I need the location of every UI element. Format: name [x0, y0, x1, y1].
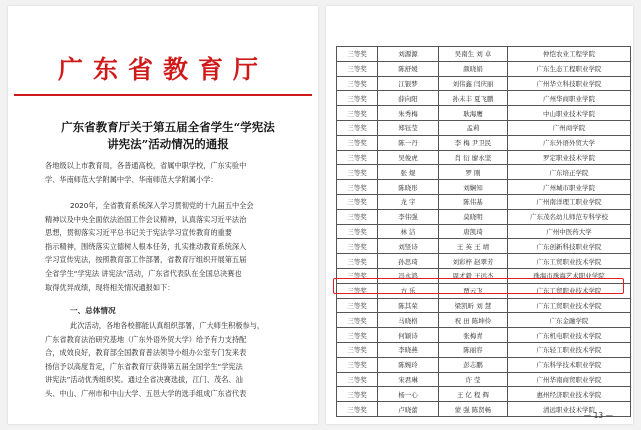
name-cell: 冯永鸿 — [378, 268, 439, 283]
name-cell: 林 洁 — [378, 224, 439, 239]
name-cell: 龙 宇 — [378, 194, 439, 209]
table-row — [337, 313, 631, 328]
table-row — [337, 150, 631, 165]
mentor-cell: 刘彩梓 赵翠芳 — [439, 254, 508, 269]
name-cell: 江银梦 — [378, 76, 439, 91]
left-document-page — [8, 6, 318, 424]
mentor-cell: 梁凯昕 刘 慧 — [439, 298, 508, 313]
paragraph-line: 学习宣传宪法，按照教育部工作部署，省教育厅组织开展第五届 — [45, 255, 247, 265]
mentor-cell: 颜晓娟 — [439, 61, 508, 76]
award-cell: 三等奖 — [337, 328, 378, 343]
name-cell: 陈晓彤 — [378, 180, 439, 195]
mentor-cell: 王 亿 程 辉 — [439, 387, 508, 402]
right-document-page — [326, 6, 633, 424]
award-cell: 三等奖 — [337, 239, 378, 254]
section-heading: 一、总体情况 — [70, 306, 116, 315]
table-row — [337, 357, 631, 372]
document-title — [32, 119, 304, 153]
mentor-cell: 陈丽容 — [439, 342, 508, 357]
school-cell: 广州南洋理工职业学院 — [508, 194, 631, 209]
award-cell: 三等奖 — [337, 61, 378, 76]
award-cell: 三等奖 — [337, 150, 378, 165]
award-cell: 三等奖 — [337, 372, 378, 387]
table-row — [337, 61, 631, 76]
award-cell: 三等奖 — [337, 120, 378, 135]
mentor-cell: 许 莹 — [439, 372, 508, 387]
table-row — [337, 254, 631, 269]
mentor-cell: 耿海鹰 — [439, 106, 508, 121]
school-cell: 广东金融学院 — [508, 313, 631, 328]
award-cell: 三等奖 — [337, 254, 378, 269]
highlighted-row-marker — [333, 278, 624, 294]
name-cell: 李晓燕 — [378, 342, 439, 357]
paragraph-line: 精神以及中央全面依法治国工作会议精神，认真落实习近平法治 — [45, 214, 247, 224]
school-cell: 罗定职业技术学院 — [508, 150, 631, 165]
mentor-cell: 吴南生 刘 卓 — [439, 47, 508, 62]
table-row — [337, 224, 631, 239]
name-cell: 刘竖诗 — [378, 239, 439, 254]
award-cell: 三等奖 — [337, 180, 378, 195]
mentor-cell: 刘娴知 — [439, 180, 508, 195]
school-cell: 广东培正学院 — [508, 165, 631, 180]
school-cell: 广州商学院 — [508, 120, 631, 135]
mentor-cell: 张梅青 — [439, 328, 508, 343]
paragraph-line: 此次活动，各地各校都能认真组织部署，广大师生积极参与， — [70, 321, 265, 330]
award-cell: 三等奖 — [337, 209, 378, 224]
award-cell: 三等奖 — [337, 135, 378, 150]
mentor-cell: 彭志鹏 — [439, 357, 508, 372]
masthead-red-rule — [14, 94, 312, 96]
table-row — [337, 180, 631, 195]
name-cell: 马晓格 — [378, 313, 439, 328]
mentor-cell: 唐凯琦 — [439, 224, 508, 239]
school-cell: 广州华商职业学院 — [508, 91, 631, 106]
award-cell: 三等奖 — [337, 47, 378, 62]
table-row — [337, 91, 631, 106]
name-cell: 陈舒媛 — [378, 61, 439, 76]
school-cell: 广东工贸职业技术学院 — [508, 283, 631, 298]
school-cell: 广东工贸职业技术学院 — [508, 298, 631, 313]
document-title-line: 讲宪法”活动情况的通报 — [107, 137, 229, 151]
school-cell: 广州华立科技职业学院 — [508, 76, 631, 91]
table-row — [337, 342, 631, 357]
school-cell: 清远职业技术学院 — [508, 402, 631, 417]
award-cell: 三等奖 — [337, 313, 378, 328]
table-row — [337, 47, 631, 62]
name-cell: 朱秀梅 — [378, 106, 439, 121]
award-cell: 三等奖 — [337, 298, 378, 313]
mentor-cell: 李 梅 尹卫民 — [439, 135, 508, 150]
award-cell: 三等奖 — [337, 91, 378, 106]
mentor-cell: 孙未丰 夏飞鹏 — [439, 91, 508, 106]
table-row — [337, 106, 631, 121]
school-cell: 中山职业技术学院 — [508, 106, 631, 121]
paragraph-line: 头、中山、广州市和中山大学、五邑大学的选手组成广东省代表 — [45, 388, 247, 398]
award-cell: 三等奖 — [337, 283, 378, 298]
paragraph-line: 讲宪法”活动优秀组织奖。通过全省决赛选拔，江门、茂名、汕 — [45, 375, 243, 385]
paragraph-line: 合，成效良好，教育部全国教育普法领导小组办公室专门发来表 — [45, 348, 247, 358]
table-row — [337, 165, 631, 180]
school-cell: 广东轻工职业技术学院 — [508, 342, 631, 357]
table-row — [337, 194, 631, 209]
name-cell: 张 煜 — [378, 165, 439, 180]
table-row — [337, 209, 631, 224]
name-cell: 陈婉玲 — [378, 357, 439, 372]
school-cell: 广东外语外贸大学 — [508, 135, 631, 150]
name-cell: 宋君琳 — [378, 372, 439, 387]
award-cell: 三等奖 — [337, 387, 378, 402]
paragraph-line: 扬信予以高度肯定，广东省教育厅获得第五届全国学生“学宪法 — [45, 361, 243, 371]
paragraph-line: 广东省教育法治研究基地（广东外语外贸大学）给予有力支持配 — [45, 334, 247, 344]
name-cell: 郑钰莹 — [378, 120, 439, 135]
school-cell: 珠海市珠海艺术职业学院 — [508, 268, 631, 283]
school-cell: 广州城市职业学院 — [508, 180, 631, 195]
school-cell: 广州华南商贸职业学院 — [508, 372, 631, 387]
table-row — [337, 135, 631, 150]
name-cell: 李伟强 — [378, 209, 439, 224]
masthead: 广东省教育厅 — [57, 55, 268, 84]
table-row — [337, 120, 631, 135]
table-row — [337, 76, 631, 91]
mentor-cell: 罗 刚 — [439, 165, 508, 180]
award-cell: 三等奖 — [337, 76, 378, 91]
mentor-cell: 莫晓明 — [439, 209, 508, 224]
award-cell: 三等奖 — [337, 106, 378, 121]
addressee — [45, 159, 310, 186]
table-row — [337, 372, 631, 387]
paragraph-line: 思想，贯彻落实习近平总书记关于宪法学习宣传教育的重要 — [45, 228, 232, 238]
mentor-cell: 贾云飞 — [439, 283, 508, 298]
award-cell: 三等奖 — [337, 224, 378, 239]
school-cell: 广东科学技术职业学院 — [508, 357, 631, 372]
table-row — [337, 387, 631, 402]
mentor-cell: 王 英 王 靖 — [439, 239, 508, 254]
school-cell: 广东机电职业技术学院 — [508, 328, 631, 343]
mentor-cell: 蒙 强 陈贤畅 — [439, 402, 508, 417]
school-cell: 广东创新科技职业学院 — [508, 239, 631, 254]
name-cell: 陈其荣 — [378, 298, 439, 313]
name-cell: 吴俊虎 — [378, 150, 439, 165]
award-cell: 三等奖 — [337, 194, 378, 209]
school-cell: 广东工贸职业技术学院 — [508, 254, 631, 269]
paragraph-line: 取得优异成绩，现将相关情况通报如下： — [45, 282, 175, 292]
table-row — [337, 298, 631, 313]
name-cell: 陈一丹 — [378, 135, 439, 150]
name-cell: 孙思琦 — [378, 254, 439, 269]
table-row — [337, 239, 631, 254]
award-cell: 三等奖 — [337, 268, 378, 283]
name-cell: 刘源源 — [378, 47, 439, 62]
name-cell: 薛向阳 — [378, 91, 439, 106]
mentor-cell: 周才毅 王远杰 — [439, 268, 508, 283]
school-cell: 仲恺农业工程学院 — [508, 47, 631, 62]
mentor-cell: 刘伟鑫 闫庆丽 — [439, 76, 508, 91]
award-cell: 三等奖 — [337, 342, 378, 357]
school-cell: 广州中医药大学 — [508, 224, 631, 239]
award-cell: 三等奖 — [337, 402, 378, 417]
table-row — [337, 328, 631, 343]
paragraph-line: 指示精神，围绕落实立德树人根本任务，扎实推动教育系统深入 — [45, 241, 247, 251]
school-cell: 广东生态工程职业学院 — [508, 61, 631, 76]
award-cell: 三等奖 — [337, 165, 378, 180]
page-number: — 13 — — [583, 411, 613, 420]
name-cell: 杨一心 — [378, 387, 439, 402]
mentor-cell: 陈伟基 — [439, 194, 508, 209]
document-title-line: 广东省教育厅关于第五届全省学生“学宪法 — [61, 120, 275, 134]
name-cell: 何颖诗 — [378, 328, 439, 343]
paragraph-line: 全省学生“学宪法 讲宪法”活动，广东省代表队在全国总决赛也 — [45, 268, 242, 278]
school-cell: 广东茂名幼儿师范专科学校 — [508, 209, 631, 224]
school-cell: 惠州经济职业技术学院 — [508, 387, 631, 402]
mentor-cell: 祝 田 陈坤伶 — [439, 313, 508, 328]
name-cell: 方 乐 — [378, 283, 439, 298]
addressee-line: 学、华南师范大学附属中学、华南师范大学附属小学： — [45, 174, 218, 184]
paragraph-line: 2020年，全省教育系统深入学习贯彻党的十九届五中全会 — [70, 201, 254, 210]
name-cell: 卢晓蕾 — [378, 402, 439, 417]
awards-table — [336, 46, 631, 417]
paragraph-overview — [45, 319, 310, 401]
award-cell: 三等奖 — [337, 357, 378, 372]
addressee-line: 各地级以上市教育局，各普通高校，省属中职学校，广东实验中 — [45, 161, 247, 170]
mentor-cell: 肖 衍 廖永坚 — [439, 150, 508, 165]
mentor-cell: 孟莉 — [439, 120, 508, 135]
paragraph-intro — [45, 199, 310, 294]
